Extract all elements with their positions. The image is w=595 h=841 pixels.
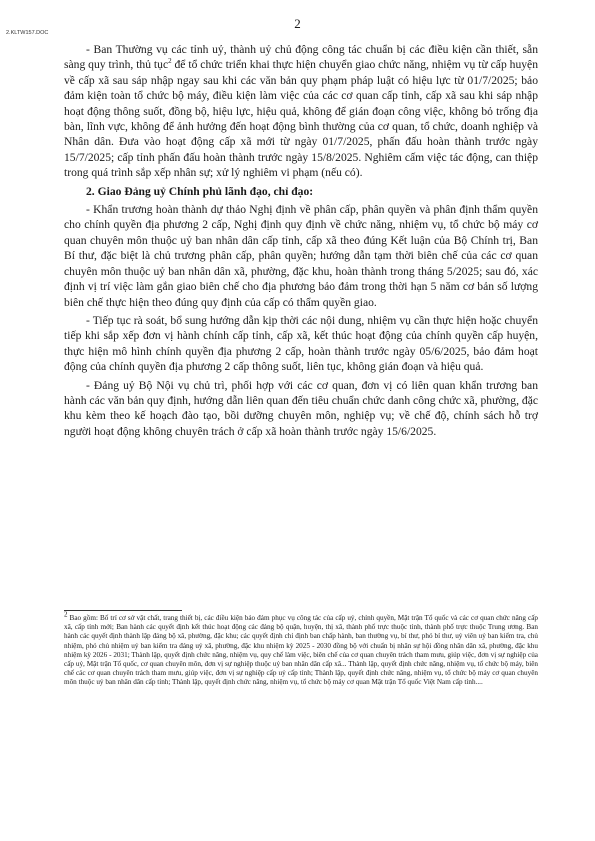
document-id: 2.KLTW157.DOC bbox=[6, 30, 49, 36]
paragraph-bo-noi-vu: - Đảng uỷ Bộ Nội vụ chủ trì, phối hợp với các cơ quan, đơn vị có liên quan khẩn trương ban hành các văn bản quy định, hướng dẫn liên quan đến tiêu chuẩn chức danh công chức xã, phường, đặc khu kèm theo kế hoạch đào tạo, bồi dưỡng chuyên môn, nghiệp vụ; về chế độ, chính sách hỗ trợ người hoạt động không chuyên trách ở cấp xã hoàn thành trước ngày 15/6/2025. bbox=[64, 378, 538, 438]
paragraph-ban-thuong-vu bbox=[64, 42, 538, 181]
paragraph-text-continued: để tổ chức triển khai thực hiện chuyển giao chức năng, nhiệm vụ từ cấp huyện về cấp xã sau sáp nhập ngay sau khi các văn bản quy phạm pháp luật có hiệu lực từ 01/7/2025; bảo đảm kiện toàn tổ chức bộ máy, điều kiện làm việc của các cơ quan cấp tỉnh, cấp xã sau khi sáp nhập hoạt động thông suốt, đồng bộ, hiệu lực, hiệu quả, không để gián đoạn công việc, không bỏ trống địa bàn, lĩnh vực, không để ảnh hưởng đến hoạt động bình thường của cơ quan, tổ chức, doanh nghiệp và Nhân dân. Đưa vào hoạt động cấp xã mới từ ngày 01/7/2025, phấn đấu hoàn thành trước ngày 15/7/2025; cấp tỉnh phấn đấu hoàn thành trước ngày 15/8/2025. Nghiêm cấm việc tác động, can thiệp trong quá trình sắp xếp nhân sự; xử lý nghiêm vi phạm (nếu có). bbox=[64, 58, 538, 180]
section-heading: 2. Giao Đảng uỷ Chính phủ lãnh đạo, chỉ đạo: bbox=[86, 184, 314, 198]
footnote-text-block bbox=[64, 610, 538, 688]
paragraph-ra-soat: - Tiếp tục rà soát, bổ sung hướng dẫn kịp thời các nội dung, nhiệm vụ cần thực hiện hoặc chuyển tiếp khi sắp xếp đơn vị hành chính cấp tỉnh, cấp xã, kết thúc hoạt động của chính quyền cấp huyện, thực hiện mô hình chính quyền địa phương 2 cấp, hoàn thành trước ngày 05/6/2025, bảo đảm hoạt động của chính quyền địa phương 2 cấp thông suốt, liên tục, không gián đoạn và hiệu quả. bbox=[64, 313, 538, 374]
footnote-marker: 2 bbox=[64, 610, 68, 619]
footnote bbox=[64, 610, 538, 688]
footnote-reference: 2 bbox=[168, 57, 172, 66]
paragraph-nghi-dinh: - Khẩn trương hoàn thành dự thảo Nghị định về phân cấp, phân quyền và phân định thẩm quyền cho chính quyền địa phương 2 cấp, Nghị định quy định về chức năng, nhiệm vụ, tổ chức bộ máy cơ quan chuyên môn thuộc uỷ ban nhân dân cấp tỉnh, cấp xã theo đúng Kết luận của Bộ Chính trị, Ban Bí thư, đặc biệt là chủ trương phân cấp, phân quyền; hướng dẫn tạm thời biên chế của các cơ quan chuyên môn thuộc uỷ ban nhân dân xã, phường, đặc khu, hoàn thành trong tháng 5/2025; sau đó, xác định vị trí việc làm gắn giao biên chế cho địa phương bảo đảm trong thời hạn 5 năm cơ bản số lượng biên chế thực hiện theo đúng quy định của cấp có thẩm quyền giao. bbox=[64, 203, 538, 309]
body-text bbox=[64, 42, 538, 442]
paragraph-text: - Ban Thường vụ các tỉnh uỷ, thành uỷ chủ động công tác chuẩn bị các điều kiện cần thiết, sẵn sàng quy trình, thủ tục bbox=[64, 43, 538, 72]
footnote-text: Bao gồm: Bố trí cơ sở vật chất, trang thiết bị, các điều kiện bảo đảm phục vụ công tác của cấp uỷ, chính quyền, Mặt trận Tổ quốc và các cơ quan chức năng cấp xã, cấp tỉnh mới; Ban hành các quyết định kết thúc hoạt động các đảng bộ quận, huyện, thị xã, thành phố trực thuộc tỉnh, thành phố trực thuộc Trung ương. Ban hành các quyết định thành lập đảng bộ xã, phường, đặc khu; các quyết định chỉ định ban chấp hành, ban thường vụ, bí thư, phó bí thư, uỷ viên uỷ ban kiểm tra, chủ nhiệm, phó chủ nhiệm uỷ ban kiểm tra đảng uỷ xã, phường, đặc khu nhiệm kỳ 2025 - 2030 đồng bộ với chuẩn bị nhân sự hội đồng nhân dân xã, phường, đặc khu nhiệm kỳ 2026 - 2031; Thành lập, quyết định chức năng, nhiệm vụ, quy chế làm việc, biên chế của cơ quan chuyên trách tham mưu, giúp việc, đơn vị sự nghiệp của cấp uỷ, Mặt trận Tổ quốc, cơ quan chuyên môn, đơn vị sự nghiệp thuộc uỷ ban nhân dân cấp xã... Thành lập, quyết định chức năng, nhiệm vụ, tổ chức bộ máy, biên chế các cơ quan chuyên trách tham mưu, giúp việc, đơn vị sự nghiệp cấp uỷ cấp tỉnh; Thành lập, quyết định chức năng, nhiệm vụ, tổ chức bộ máy cơ quan chuyên môn thuộc uỷ ban nhân dân cấp tỉnh; Thành lập, quyết định chức năng, nhiệm vụ, tổ chức bộ máy cơ quan Mặt trận Tổ quốc Việt Nam cấp tỉnh.... bbox=[64, 614, 538, 687]
footnote-divider bbox=[64, 610, 182, 611]
page-number: 2 bbox=[294, 16, 301, 31]
